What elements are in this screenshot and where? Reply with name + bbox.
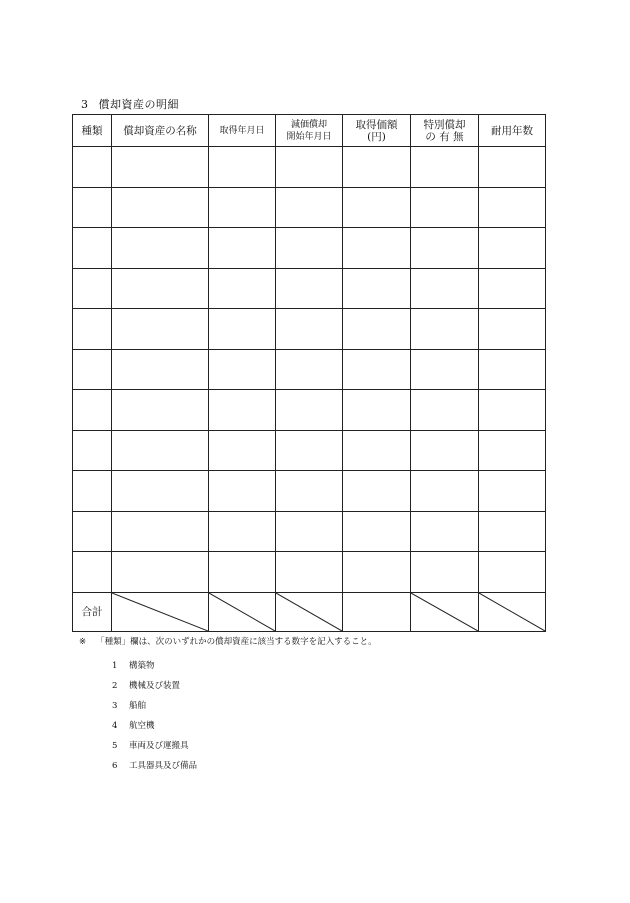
- header-row: [73, 115, 546, 147]
- total-special-depreciation-diagonal: [411, 592, 479, 631]
- cell-special-depreciation[interactable]: [411, 511, 479, 552]
- cell-special-depreciation[interactable]: [411, 268, 479, 309]
- note-text: 「種類」欄は、次のいずれかの償却資産に該当する数字を記入すること。: [96, 637, 377, 647]
- table-row: [73, 552, 546, 593]
- asset-type-list: [79, 656, 377, 776]
- cell-acquisition-cost[interactable]: [343, 390, 411, 431]
- cell-acquisition-cost[interactable]: [343, 228, 411, 269]
- total-acquisition-cost-cell[interactable]: [343, 592, 411, 631]
- cell-special-depreciation[interactable]: [411, 349, 479, 390]
- cell-depreciation-start[interactable]: [276, 147, 343, 188]
- cell-asset-name[interactable]: [112, 147, 209, 188]
- table-row: [73, 511, 546, 552]
- cell-depreciation-start[interactable]: [276, 511, 343, 552]
- cell-acquisition-cost[interactable]: [343, 147, 411, 188]
- cell-acquisition-cost[interactable]: [343, 268, 411, 309]
- table-row: [73, 471, 546, 512]
- cell-acquisition-date[interactable]: [209, 349, 276, 390]
- cell-asset-name[interactable]: [112, 309, 209, 350]
- cell-asset-name[interactable]: [112, 430, 209, 471]
- cell-special-depreciation[interactable]: [411, 187, 479, 228]
- table-row: [73, 390, 546, 431]
- cell-type[interactable]: [73, 552, 112, 593]
- cell-type[interactable]: [73, 268, 112, 309]
- table-row: [73, 309, 546, 350]
- cell-type[interactable]: [73, 471, 112, 512]
- list-item: 5 車両及び運搬具: [112, 740, 189, 751]
- cell-acquisition-date[interactable]: [209, 552, 276, 593]
- cell-acquisition-cost[interactable]: [343, 471, 411, 512]
- cell-acquisition-cost[interactable]: [343, 309, 411, 350]
- cell-type[interactable]: [73, 430, 112, 471]
- cell-depreciation-start[interactable]: [276, 552, 343, 593]
- list-item: 6 工具器具及び備品: [112, 760, 198, 771]
- cell-asset-name[interactable]: [112, 552, 209, 593]
- cell-depreciation-start[interactable]: [276, 309, 343, 350]
- cell-special-depreciation[interactable]: [411, 552, 479, 593]
- cell-depreciation-start[interactable]: [276, 390, 343, 431]
- cell-asset-name[interactable]: [112, 511, 209, 552]
- table-row: [73, 430, 546, 471]
- header-acquisition-cost: 取得価額 (円): [343, 115, 411, 147]
- cell-type[interactable]: [73, 349, 112, 390]
- cell-acquisition-date[interactable]: [209, 390, 276, 431]
- cell-acquisition-cost[interactable]: [343, 511, 411, 552]
- cell-depreciation-start[interactable]: [276, 187, 343, 228]
- total-acquisition-date-diagonal: [209, 592, 276, 631]
- cell-asset-name[interactable]: [112, 390, 209, 431]
- cell-acquisition-date[interactable]: [209, 471, 276, 512]
- cell-acquisition-date[interactable]: [209, 309, 276, 350]
- cell-special-depreciation[interactable]: [411, 147, 479, 188]
- cell-depreciation-start[interactable]: [276, 471, 343, 512]
- table-row: [73, 228, 546, 269]
- cell-type[interactable]: [73, 511, 112, 552]
- header-useful-life: 耐用年数: [479, 115, 546, 147]
- cell-useful-life[interactable]: [479, 430, 546, 471]
- note-mark: ※: [79, 637, 87, 647]
- table-row: [73, 268, 546, 309]
- cell-type[interactable]: [73, 309, 112, 350]
- cell-useful-life[interactable]: [479, 268, 546, 309]
- cell-useful-life[interactable]: [479, 228, 546, 269]
- list-item: 2 機械及び装置: [112, 680, 181, 691]
- total-depreciation-start-diagonal: [276, 592, 343, 631]
- table-row: [73, 187, 546, 228]
- cell-acquisition-date[interactable]: [209, 228, 276, 269]
- list-item: 4 航空機: [112, 720, 155, 731]
- cell-useful-life[interactable]: [479, 147, 546, 188]
- total-label: 合計: [73, 592, 112, 631]
- cell-asset-name[interactable]: [112, 187, 209, 228]
- cell-asset-name[interactable]: [112, 471, 209, 512]
- section-title-text: 償却資産の明細: [98, 98, 179, 111]
- cell-asset-name[interactable]: [112, 349, 209, 390]
- header-special-depreciation: 特別償却 の 有 無: [411, 115, 479, 147]
- cell-useful-life[interactable]: [479, 187, 546, 228]
- header-depreciation-start: 減価償却 開始年月日: [276, 115, 343, 147]
- table-row: [73, 147, 546, 188]
- cell-special-depreciation[interactable]: [411, 430, 479, 471]
- cell-asset-name[interactable]: [112, 268, 209, 309]
- cell-special-depreciation[interactable]: [411, 228, 479, 269]
- depreciable-assets-table: [72, 114, 546, 632]
- cell-useful-life[interactable]: [479, 552, 546, 593]
- cell-depreciation-start[interactable]: [276, 430, 343, 471]
- cell-depreciation-start[interactable]: [276, 228, 343, 269]
- total-row: [73, 592, 546, 631]
- cell-special-depreciation[interactable]: [411, 390, 479, 431]
- cell-acquisition-date[interactable]: [209, 430, 276, 471]
- cell-acquisition-date[interactable]: [209, 268, 276, 309]
- cell-type[interactable]: [73, 390, 112, 431]
- cell-type[interactable]: [73, 187, 112, 228]
- cell-acquisition-cost[interactable]: [343, 187, 411, 228]
- cell-type[interactable]: [73, 228, 112, 269]
- cell-special-depreciation[interactable]: [411, 471, 479, 512]
- notes-section: [79, 636, 377, 776]
- cell-type[interactable]: [73, 147, 112, 188]
- cell-useful-life[interactable]: [479, 390, 546, 431]
- total-asset-name-diagonal: [112, 592, 209, 631]
- header-acquisition-date: 取得年月日: [209, 115, 276, 147]
- section-title: [81, 96, 179, 112]
- header-asset-name: 償却資産の名称: [112, 115, 209, 147]
- table-row: [73, 349, 546, 390]
- cell-acquisition-cost[interactable]: [343, 430, 411, 471]
- cell-useful-life[interactable]: [479, 471, 546, 512]
- cell-acquisition-date[interactable]: [209, 511, 276, 552]
- cell-acquisition-date[interactable]: [209, 147, 276, 188]
- cell-special-depreciation[interactable]: [411, 309, 479, 350]
- header-type: 種類: [73, 115, 112, 147]
- cell-depreciation-start[interactable]: [276, 268, 343, 309]
- note-instruction: [79, 636, 377, 649]
- cell-useful-life[interactable]: [479, 349, 546, 390]
- cell-depreciation-start[interactable]: [276, 349, 343, 390]
- cell-acquisition-cost[interactable]: [343, 552, 411, 593]
- cell-useful-life[interactable]: [479, 511, 546, 552]
- total-useful-life-diagonal: [479, 592, 546, 631]
- list-item: 3 船舶: [112, 700, 147, 711]
- cell-acquisition-cost[interactable]: [343, 349, 411, 390]
- cell-useful-life[interactable]: [479, 309, 546, 350]
- table-body: [73, 147, 546, 593]
- cell-acquisition-date[interactable]: [209, 187, 276, 228]
- cell-asset-name[interactable]: [112, 228, 209, 269]
- section-number: 3: [81, 98, 89, 111]
- list-item: 1 構築物: [112, 660, 155, 671]
